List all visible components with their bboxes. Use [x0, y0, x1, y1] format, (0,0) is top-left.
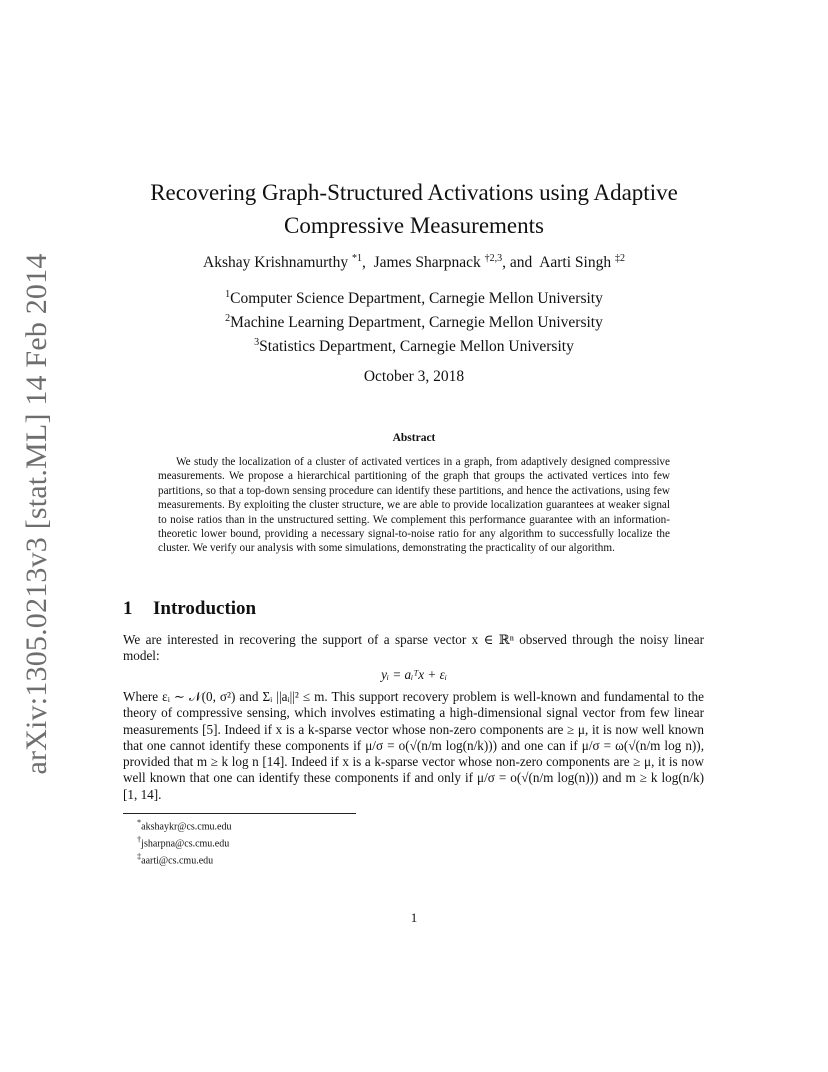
footnote [137, 834, 231, 851]
author-mark: *1 [351, 253, 362, 264]
section-heading [123, 598, 256, 620]
footnote-mark: * [137, 818, 142, 827]
page-number: 1 [410, 910, 418, 925]
affiliation-number: 1 [225, 289, 231, 300]
affiliation-text: Machine Learning Department, Carnegie Mellon University [230, 314, 603, 332]
paper-title [0, 176, 828, 242]
footnote-mark: ‡ [137, 851, 142, 861]
author-separator: , and [502, 254, 540, 272]
author-list [0, 253, 828, 272]
author-separator: , [361, 254, 374, 272]
title-line-2: Compressive Measurements [284, 213, 544, 238]
affiliation-line [0, 309, 828, 333]
intro-paragraph-2: Where εᵢ ∼ 𝒩(0, σ²) and Σᵢ ||aᵢ||² ≤ m. This support recovery problem is well-known and fundamental to the theory of compressive sensing, which involves estimating a high-dimensional signal vector from few linear measurements [5]. Indeed if x is a k-sparse vector whose non-zero components are ≥ μ, it is now well known that one cannot identify these components if μ/σ = o(√(n/m log(n/k))) and one can if μ/σ = ω(√(n/m log n)), provided that m ≥ k log n [14]. Indeed if x is a k-sparse vector whose non-zero components are ≥ μ, it is now well known that one can identify these components if and only if μ/σ = o(√(n/m log(n))) and m ≥ k log(n/k) [1, 14]. [123, 689, 704, 802]
footnote-email: jsharpna@cs.cmu.edu [141, 838, 230, 850]
abstract-text: We study the localization of a cluster of activated vertices in a graph, from adaptively designed compressive measurements. We propose a hierarchical partitioning of the graph that groups the activated vertices into few partitions, so that a top-down sensing procedure can identify these partitions, and hence the activations, using few measurements. By exploiting the cluster structure, we are able to provide localization guarantees at weaker signal to noise ratios than in the unstructured setting. We complement this performance guarantee with an information-theoretic lower bound, providing a necessary signal-to-noise ratio for any algorithm to successfully localize the cluster. We verify our analysis with some simulations, demonstrating the practicality of our algorithm. [158, 456, 670, 555]
author-name: Akshay Krishnamurthy [203, 254, 349, 272]
affiliation-number: 2 [225, 313, 231, 325]
footnote-email: aarti@cs.cmu.edu [141, 854, 214, 866]
footnote [137, 851, 231, 868]
footnote-email: akshaykr@cs.cmu.edu [141, 821, 232, 833]
intro-paragraph-1: We are interested in recovering the support of a sparse vector x ∈ ℝⁿ observed through the noisy linear model: [123, 632, 704, 664]
abstract-heading: Abstract [392, 432, 436, 444]
affiliation-number: 3 [254, 337, 260, 349]
affiliation-line [0, 285, 828, 309]
author-name: James Sharpnack [373, 254, 481, 272]
title-line-1: Recovering Graph-Structured Activations using Adaptive [150, 180, 678, 205]
display-equation: yᵢ = aᵢᵀx + εᵢ [381, 667, 447, 682]
affiliation-line [0, 333, 828, 357]
affiliations [0, 285, 828, 357]
section-title: Introduction [153, 598, 257, 619]
footnote-rule [123, 813, 356, 814]
author-mark: ‡2 [614, 253, 625, 264]
arxiv-identifier: arXiv:1305.0213v3 [stat.ML] 14 Feb 2014 [20, 253, 53, 775]
paper-date: October 3, 2018 [363, 368, 465, 385]
footnote-mark: † [137, 834, 142, 844]
footnotes [137, 817, 231, 867]
footnote [137, 817, 231, 834]
affiliation-text: Computer Science Department, Carnegie Mellon University [230, 290, 603, 308]
affiliation-text: Statistics Department, Carnegie Mellon University [259, 338, 574, 356]
author-name: Aarti Singh [539, 254, 612, 272]
section-number: 1 [123, 598, 133, 619]
author-mark: †2,3 [484, 253, 503, 264]
